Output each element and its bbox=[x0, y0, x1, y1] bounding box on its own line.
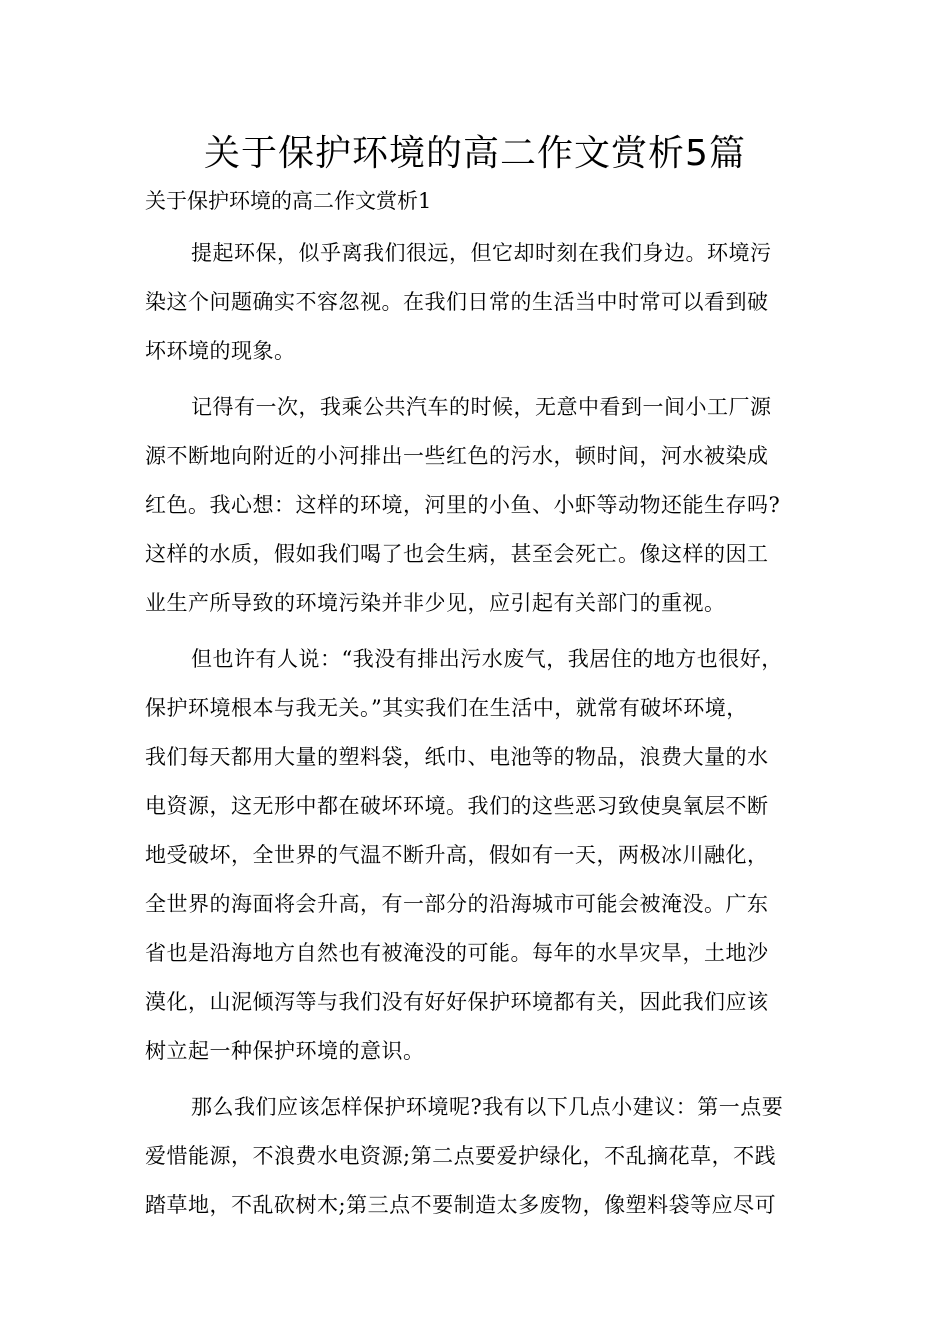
section-heading: 关于保护环境的高二作文赏析1 bbox=[145, 189, 432, 213]
paragraph-3 bbox=[145, 635, 825, 1076]
text-line: 保护环境根本与我无关。”其实我们在生活中，就常有破坏环境， bbox=[145, 696, 748, 720]
document-title: 关于保护环境的高二作文赏析5篇 bbox=[204, 133, 746, 174]
text-line: 但也许有人说：“我没有排出污水废气，我居住的地方也很好， bbox=[191, 647, 783, 671]
text-line: 这样的水质，假如我们喝了也会生病，甚至会死亡。像这样的因工 bbox=[145, 542, 769, 566]
text-line: 坏环境的现象。 bbox=[145, 339, 296, 363]
text-line: 踏草地，不乱砍树木;第三点不要制造太多废物，像塑料袋等应尽可 bbox=[145, 1193, 777, 1217]
text-line: 红色。我心想：这样的环境，河里的小鱼、小虾等动物还能生存吗? bbox=[145, 493, 781, 517]
text-line: 地受破坏，全世界的气温不断升高，假如有一天，两极冰川融化， bbox=[145, 843, 769, 867]
text-line: 染这个问题确实不容忽视。在我们日常的生活当中时常可以看到破 bbox=[145, 290, 769, 314]
text-line: 爱惜能源，不浪费水电资源;第二点要爱护绿化，不乱摘花草，不践 bbox=[145, 1144, 777, 1168]
text-line: 全世界的海面将会升高，有一部分的沿海城市可能会被淹没。广东 bbox=[145, 892, 769, 916]
text-line: 我们每天都用大量的塑料袋，纸巾、电池等的物品，浪费大量的水 bbox=[145, 745, 769, 769]
text-line: 源不断地向附近的小河排出一些红色的污水，顿时间，河水被染成 bbox=[145, 444, 769, 468]
text-line: 漠化，山泥倾泻等与我们没有好好保护环境都有关，因此我们应该 bbox=[145, 990, 769, 1014]
text-line: 提起环保，似乎离我们很远，但它却时刻在我们身边。环境污 bbox=[191, 241, 772, 265]
document-body bbox=[145, 229, 825, 1230]
paragraph-2 bbox=[145, 383, 825, 628]
text-line: 业生产所导致的环境污染并非少见，应引起有关部门的重视。 bbox=[145, 591, 726, 615]
paragraph-4 bbox=[145, 1083, 825, 1230]
text-line: 省也是沿海地方自然也有被淹没的可能。每年的水旱灾旱，土地沙 bbox=[145, 941, 769, 965]
text-line: 记得有一次，我乘公共汽车的时候，无意中看到一间小工厂源 bbox=[191, 395, 772, 419]
text-line: 那么我们应该怎样保护环境呢?我有以下几点小建议：第一点要 bbox=[191, 1095, 784, 1119]
text-line: 电资源，这无形中都在破坏环境。我们的这些恶习致使臭氧层不断 bbox=[145, 794, 769, 818]
paragraph-1 bbox=[145, 229, 825, 376]
text-line: 树立起一种保护环境的意识。 bbox=[145, 1039, 425, 1063]
